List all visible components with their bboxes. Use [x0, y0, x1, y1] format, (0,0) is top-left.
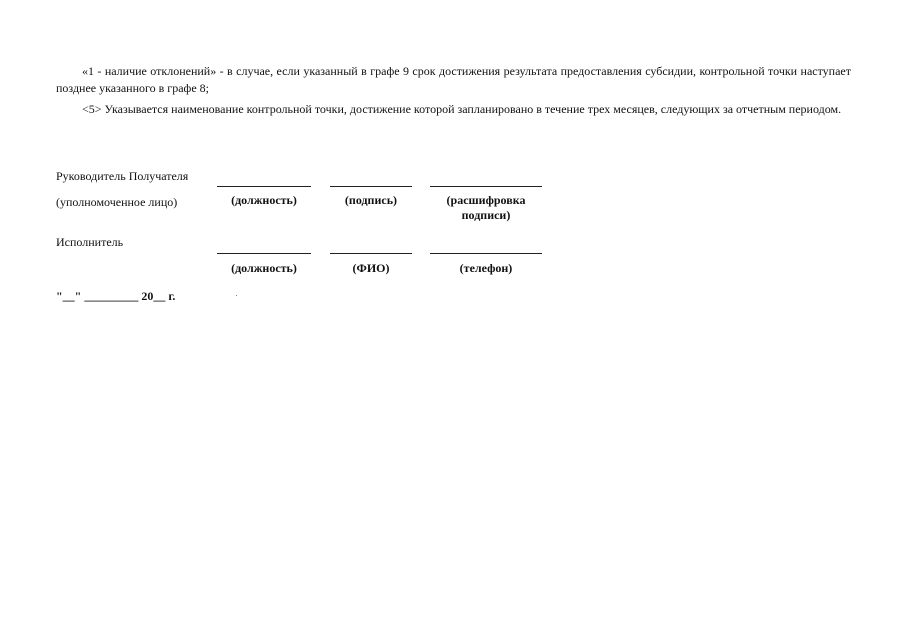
head-decryption-line — [430, 186, 542, 187]
head-sublabel: (уполномоченное лицо) — [56, 195, 178, 209]
date-line: "__" _________ 20__ г. — [56, 289, 176, 303]
head-signature-line — [330, 186, 412, 187]
executor-name-line — [330, 253, 412, 254]
footnote-5: <5> Указывается наименование контрольной точки, достижение которой запланировано в течение трех месяцев, следующих за отчетным периодом. — [82, 102, 842, 116]
scan-speck — [236, 295, 237, 296]
executor-name-caption: (ФИО) — [352, 261, 390, 275]
head-signature-caption: (подпись) — [344, 193, 398, 207]
head-label: Руководитель Получателя — [56, 169, 189, 183]
head-decryption-caption: (расшифровка подписи) — [446, 193, 526, 222]
executor-position-caption: (должность) — [231, 261, 297, 275]
executor-phone-caption: (телефон) — [459, 261, 513, 275]
executor-label: Исполнитель — [56, 235, 124, 249]
executor-position-line — [217, 253, 311, 254]
footnote-deviation: «1 - наличие отклонений» - в случае, если указанный в графе 9 срок достижения результата предоставления субсидии, контрольной точки наступает позднее указанного в графе 8; — [56, 64, 851, 95]
head-position-caption: (должность) — [231, 193, 297, 207]
head-position-line — [217, 186, 311, 187]
executor-phone-line — [430, 253, 542, 254]
